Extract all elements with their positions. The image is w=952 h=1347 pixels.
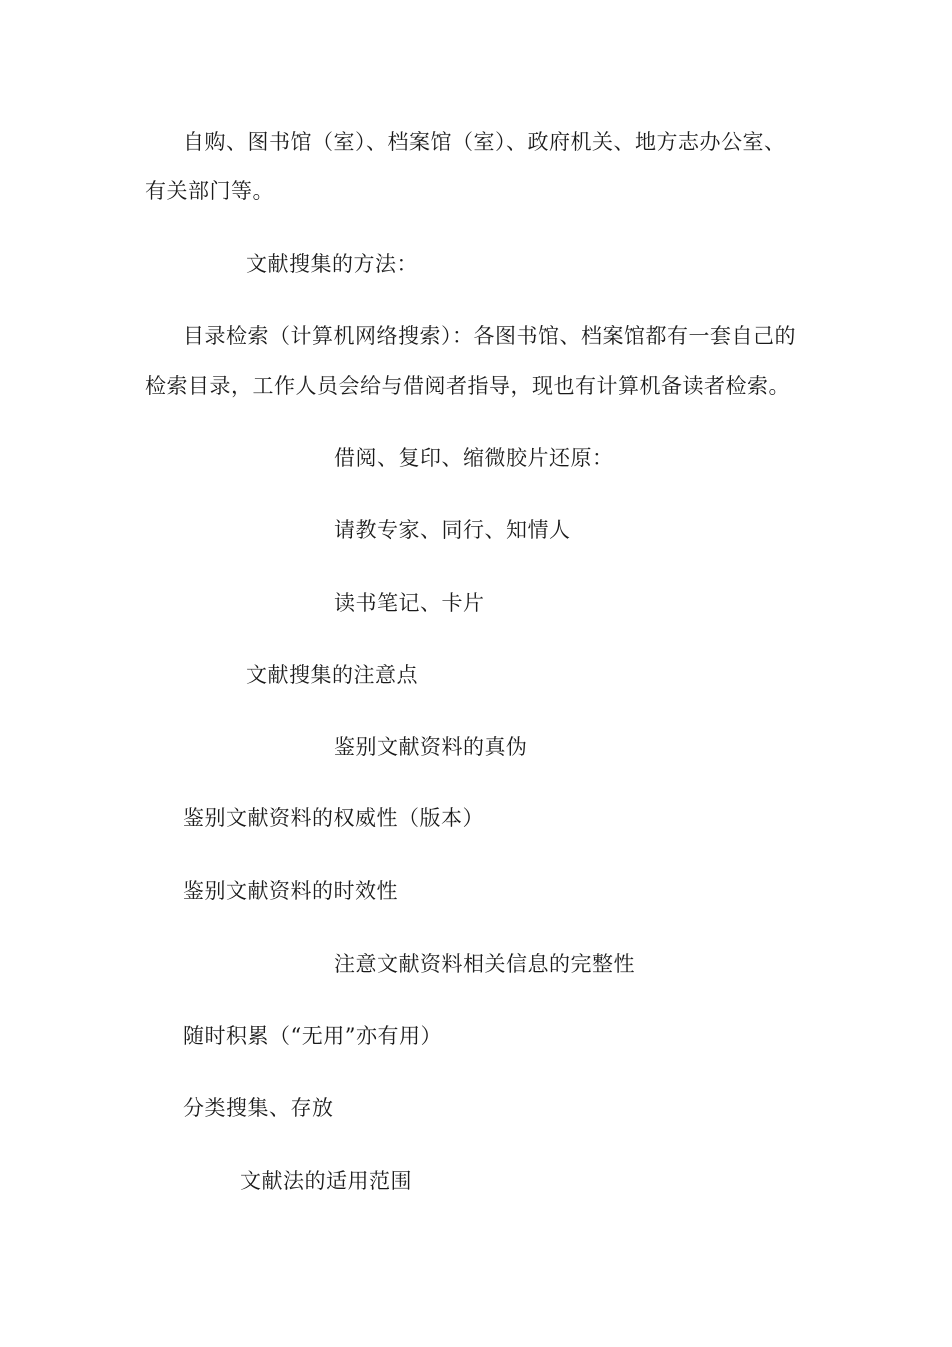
list-item-classify: 分类搜集、存放 bbox=[183, 1096, 334, 1120]
paragraph-sources-line-2: 有关部门等。 bbox=[145, 179, 274, 203]
list-item-borrow-copy: 借阅、复印、缩微胶片还原： bbox=[334, 446, 614, 470]
list-item-timeliness: 鉴别文献资料的时效性 bbox=[183, 879, 398, 903]
heading-scope: 文献法的适用范围 bbox=[240, 1169, 412, 1193]
list-item-accumulate: 随时积累（“无用”亦有用） bbox=[183, 1024, 442, 1048]
list-item-authority: 鉴别文献资料的权威性（版本） bbox=[183, 806, 484, 830]
heading-collection-notes: 文献搜集的注意点 bbox=[246, 663, 418, 687]
list-item-consult-experts: 请教专家、同行、知情人 bbox=[334, 518, 571, 542]
paragraph-catalog-search-line-1: 目录检索（计算机网络搜索）：各图书馆、档案馆都有一套自己的 bbox=[183, 324, 796, 348]
paragraph-sources-line-1: 自购、图书馆（室）、档案馆（室）、政府机关、地方志办公室、 bbox=[183, 130, 786, 154]
heading-collection-methods: 文献搜集的方法： bbox=[246, 252, 418, 276]
list-item-completeness: 注意文献资料相关信息的完整性 bbox=[334, 952, 635, 976]
list-item-authenticity: 鉴别文献资料的真伪 bbox=[334, 735, 528, 759]
paragraph-catalog-search-line-2: 检索目录，工作人员会给与借阅者指导，现也有计算机备读者检索。 bbox=[145, 374, 790, 398]
list-item-reading-notes: 读书笔记、卡片 bbox=[334, 591, 485, 615]
